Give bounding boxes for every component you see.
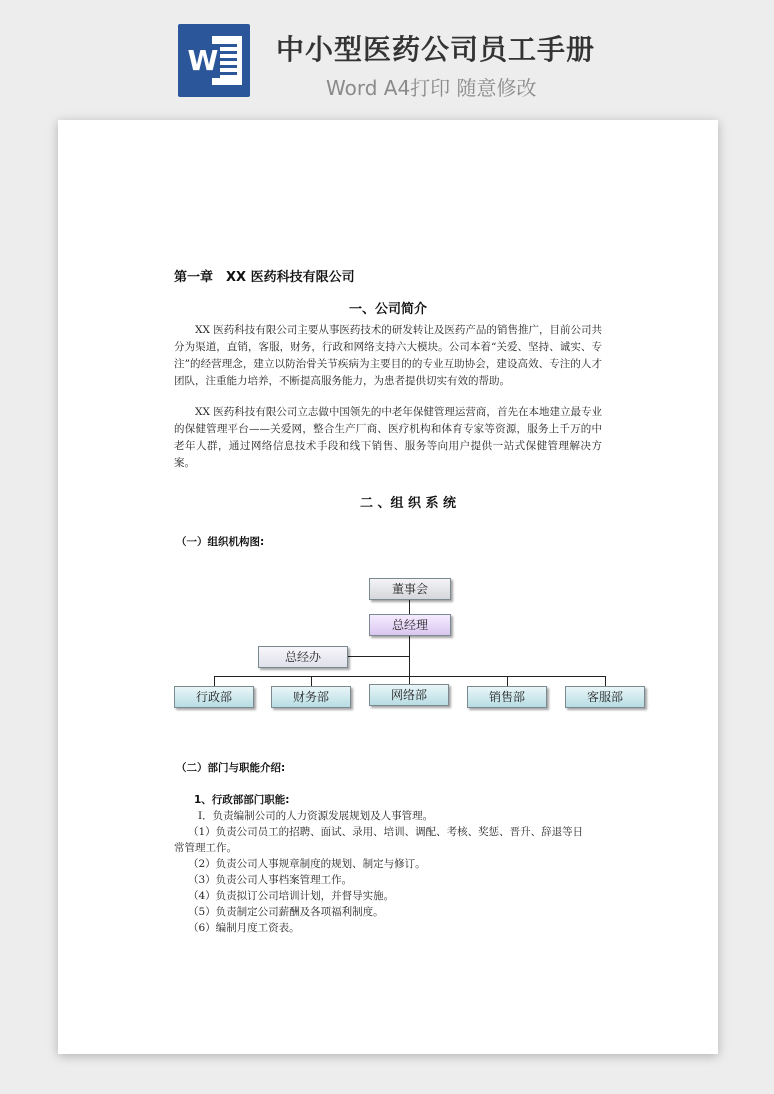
page-header [0, 0, 774, 110]
org-node-dept-finance: 财务部 [271, 686, 351, 708]
logo-letter: W [187, 44, 219, 77]
banner-title: 中小型医药公司员工手册 [276, 33, 596, 66]
section-title-org: 二 、组 织 系 统 [359, 496, 457, 511]
admin-duty-line: （6）编制月度工资表。 [188, 922, 300, 934]
chapter-title: 第一章 XX 医药科技有限公司 [174, 270, 355, 285]
connector-dept-5 [605, 676, 606, 686]
org-chart-heading: （一）组织机构图: [176, 536, 265, 548]
watermark [89, 450, 118, 485]
duties-heading: （二）部门与职能介绍: [176, 762, 286, 774]
document-page [58, 120, 718, 1054]
word-logo-icon [178, 24, 250, 97]
connector-departments [214, 676, 606, 677]
connector-office [348, 656, 410, 657]
org-node-gm-office: 总经办 [258, 646, 348, 668]
org-node-dept-sales: 销售部 [467, 686, 547, 708]
admin-duty-line: （3）负责公司人事档案管理工作。 [188, 874, 353, 886]
connector-dept-2 [311, 676, 312, 686]
org-node-board: 董事会 [369, 578, 451, 600]
admin-duty-line: （2）负责公司人事规章制度的规划、制定与修订。 [188, 858, 426, 870]
admin-duty-line: 常管理工作。 [174, 842, 237, 854]
intro-paragraph-2: XX 医药科技有限公司立志做中国领先的中老年保健管理运营商，首先在本地建立最专业的保健管理平台——关爱网，整合生产厂商、医疗机构和体育专家等资源，服务上千万的中老年人群，通过网络信息技术手段和线下销售、服务等向用户提供一站式保健管理解决方案。 [174, 406, 602, 469]
admin-duty-line: （5）负责制定公司薪酬及各项福利制度。 [188, 906, 384, 918]
intro-paragraph-1: XX 医药科技有限公司主要从事医药技术的研发转让及医药产品的销售推广，目前公司共分为渠道，直销，客服，财务，行政和网络支持六大模块。公司本着“关爱、坚持、诚实、专注”的经营理念，建立以防治骨关节疾病为主要目的的专业互助协会，建设高效、专注的人才团队，注重能力培养，不断提高服务能力，为患者提供切实有效的帮助。 [174, 324, 602, 387]
connector-dept-4 [507, 676, 508, 686]
banner-subtitle: Word A4打印 随意修改 [326, 76, 537, 100]
section-title-intro: 一、公司简介 [348, 302, 427, 317]
connector-board-gm [409, 600, 410, 614]
connector-dept-1 [214, 676, 215, 686]
org-node-dept-service: 客服部 [565, 686, 645, 708]
org-node-dept-admin: 行政部 [174, 686, 254, 708]
connector-dept-3 [409, 676, 410, 686]
org-chart [58, 120, 718, 1054]
connector-gm-trunk [409, 636, 410, 676]
org-node-general-manager: 总经理 [369, 614, 451, 636]
admin-dept-heading: 1、行政部部门职能: [194, 794, 290, 806]
admin-duty-line: （1）负责公司员工的招聘、面试、录用、培训、调配、考核、奖惩、晋升、辞退等日 [188, 826, 584, 838]
admin-duty-line: （4）负责拟订公司培训计划，并督导实施。 [188, 890, 395, 902]
admin-duty-line: I．负责编制公司的人力资源发展规划及人事管理。 [198, 810, 434, 822]
org-node-dept-network: 网络部 [369, 684, 449, 706]
